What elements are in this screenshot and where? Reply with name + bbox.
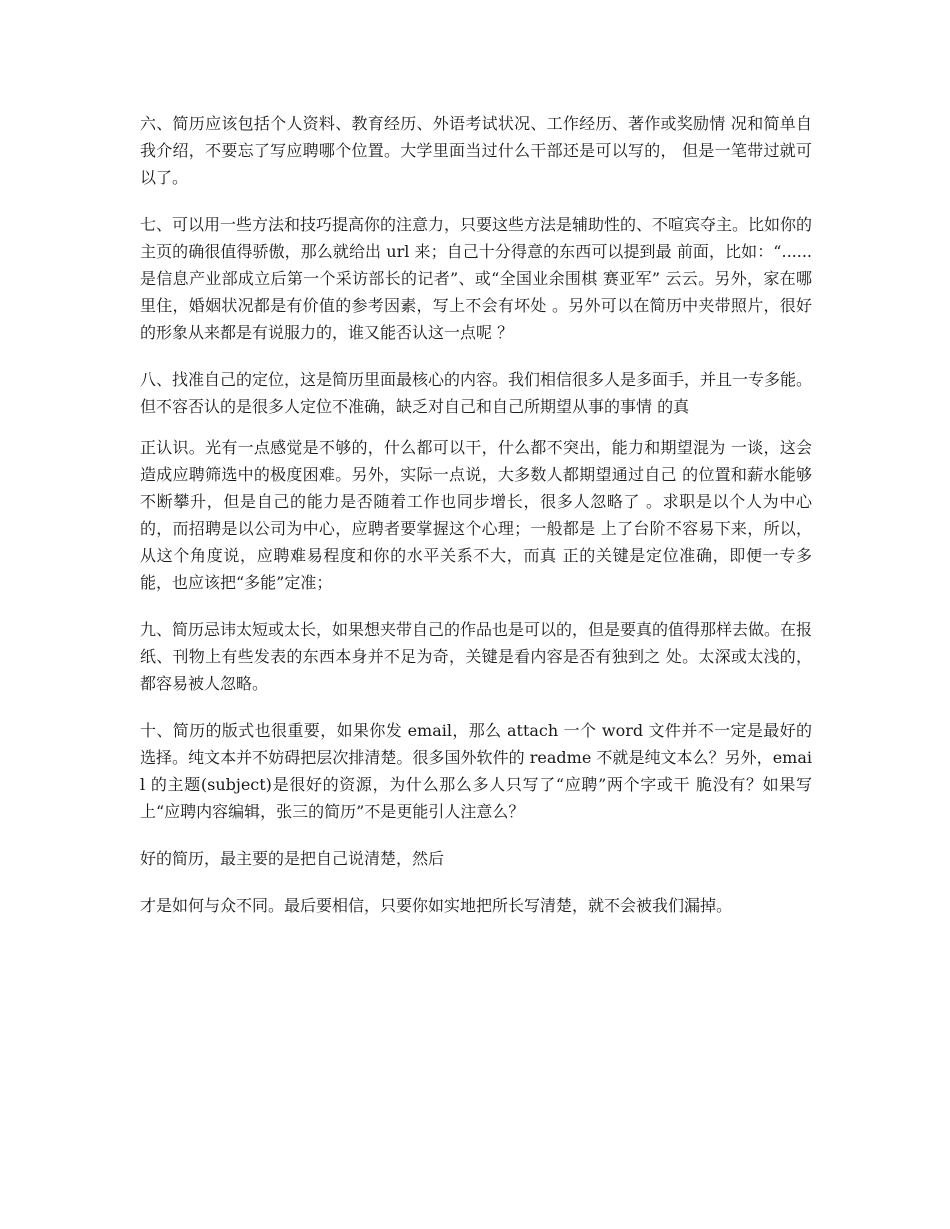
paragraph-closing: 才是如何与众不同。最后要相信，只要你如实地把所长写清楚，就不会被我们漏掉。 (140, 896, 733, 915)
paragraph-eight-continued: 正认识。光有一点感觉是不够的，什么都可以干，什么都不突出，能力和期望混为 一谈，这会造成应聘筛选中的极度困难。另外，实际一点说，大多数人都期望通过自己 的位置和薪水能够不断攀升，但是自己的能力是否随着工作也同步增长，很多人忽略了 。求职是以个人为中心的，而招聘是以公司为中心，应聘者要掌握这个心理；一般都是 上了台阶不容易下来，所以，从这个角度说，应聘难易程度和你的水平关系不大，而真 正的关键是定位准确，即便一专多能，也应该把“多能”定准； (140, 438, 812, 592)
paragraph-six: 六、简历应该包括个人资料、教育经历、外语考试状况、工作经历、著作或奖励情 况和简单自我介绍，不要忘了写应聘哪个位置。大学里面当过什么干部还是可以写的， 但是一笔带过就可以了。 (140, 114, 812, 187)
paragraph-summary: 好的简历，最主要的是把自己说清楚，然后 (140, 849, 445, 868)
document-body (140, 110, 812, 919)
paragraph-seven: 七、可以用一些方法和技巧提高你的注意力，只要这些方法是辅助性的、不喧宾夺主。比如你的主页的确很值得骄傲，那么就给出 url 来；自己十分得意的东西可以提到最 前面，比如：“......是信息产业部成立后第一个采访部长的记者”、或“全国业余围棋 赛亚军” 云云。另外，家在哪里住，婚姻状况都是有价值的参考因素，写上不会有坏处 。另外可以在简历中夹带照片，很好的形象从来都是有说服力的，谁又能否认这一点呢 ？ (140, 215, 813, 342)
paragraph-eight: 八、找准自己的定位，这是简历里面最核心的内容。我们相信很多人是多面手，并且一专多能。但不容否认的是很多人定位不准确，缺乏对自己和自己所期望从事的事情 的真 (140, 370, 813, 416)
paragraph-nine: 九、简历忌讳太短或太长，如果想夹带自己的作品也是可以的，但是要真的值得那样去做。在报纸、刊物上有些发表的东西本身并不足为奇，关键是看内容是否有独到之 处。太深或太浅的，都容易被人忽略。 (140, 620, 813, 693)
paragraph-ten: 十、简历的版式也很重要，如果你发 email，那么 attach 一个 word 文件并不一定是最好的选择。纯文本并不妨碍把层次排清楚。很多国外软件的 readme 不就是纯文本么？另外，email 的主题(subject)是很好的资源，为什么那么多人只写了“应聘”两个字或干 脆没有？如果写上“应聘内容编辑，张三的简历”不是更能引人注意么？ (140, 721, 812, 821)
